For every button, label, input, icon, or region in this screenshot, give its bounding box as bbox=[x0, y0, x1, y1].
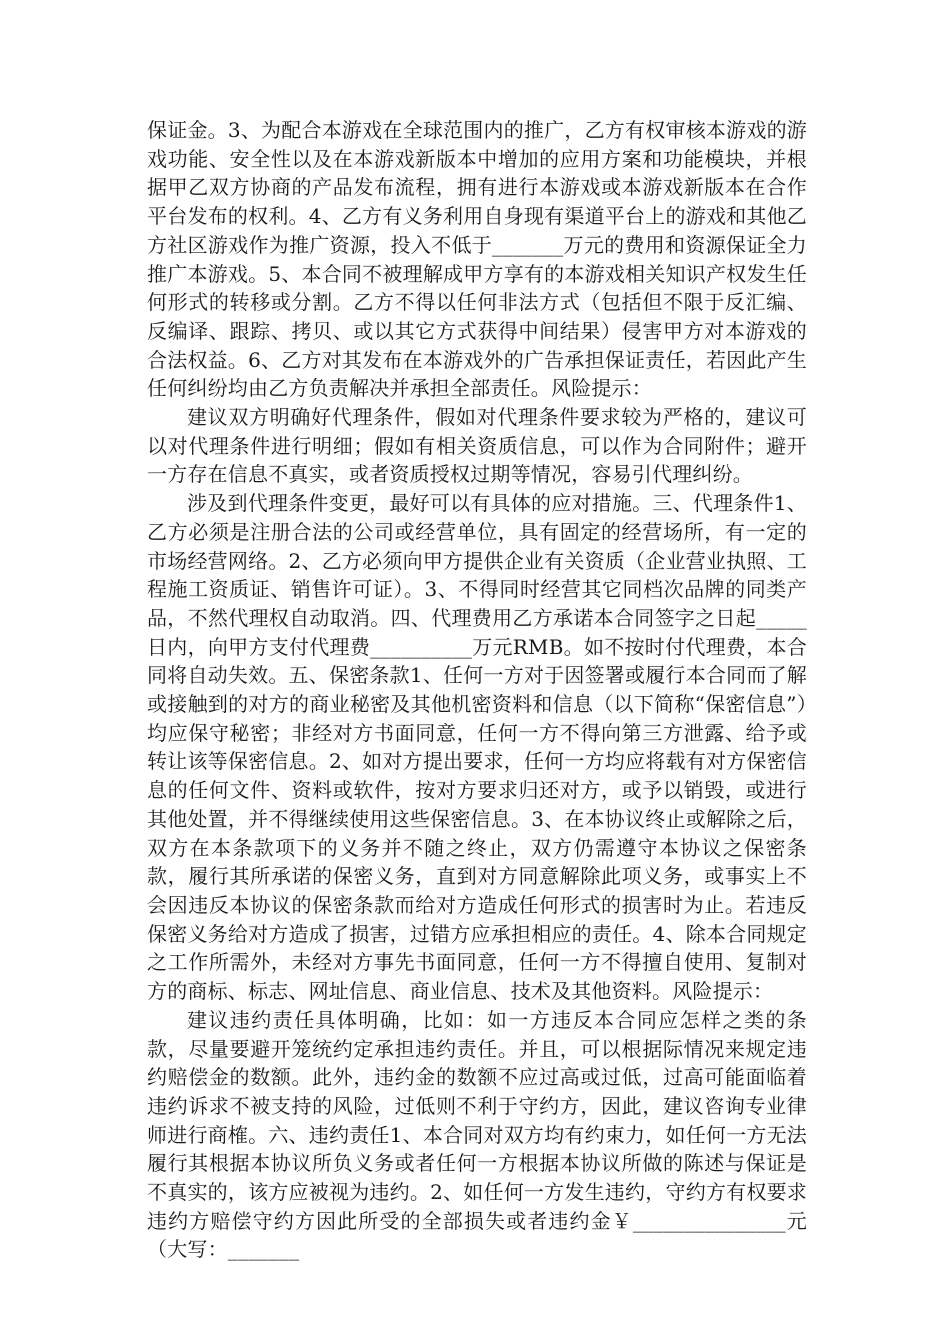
paragraph-4: 建议违约责任具体明确，比如：如一方违反本合同应怎样之类的条款，尽量要避开笼统约定承担违约责任。并且，可以根据际情况来规定违约赔偿金的数额。此外，违约金的数额不应过高或过低，过高可能面临着违约诉求不被支持的风险，过低则不利于守约方，因此，建议咨询专业律师进行商榷。六、违约责任1、本合同对双方均有约束力，如任何一方无法履行其根据本协议所负义务或者任何一方根据本协议所做的陈述与保证是不真实的，该方应被视为违约。2、如任何一方发生违约，守约方有权要求违约方赔偿守约方因此所受的全部损失或者违约金￥_______________元（大写：_______ bbox=[147, 1007, 807, 1262]
paragraph-1: 保证金。3、为配合本游戏在全球范围内的推广，乙方有权审核本游戏的游戏功能、安全性以及在本游戏新版本中增加的应用方案和功能模块，并根据甲乙双方协商的产品发布流程，拥有进行本游戏或本游戏新版本在合作平台发布的权利。4、乙方有义务利用自身现有渠道平台上的游戏和其他乙方社区游戏作为推广资源，投入不低于_______万元的费用和资源保证全力推广本游戏。5、本合同不被理解成甲方享有的本游戏相关知识产权发生任何形式的转移或分割。乙方不得以任何非法方式（包括但不限于反汇编、反编译、跟踪、拷贝、或以其它方式获得中间结果）侵害甲方对本游戏的合法权益。6、乙方对其发布在本游戏外的广告承担保证责任，若因此产生任何纠纷均由乙方负责解决并承担全部责任。风险提示： bbox=[147, 118, 807, 401]
document-page bbox=[147, 116, 807, 1264]
paragraph-3: 涉及到代理条件变更，最好可以有具体的应对措施。三、代理条件1、乙方必须是注册合法的公司或经营单位，具有固定的经营场所，有一定的市场经营网络。2、乙方必须向甲方提供企业有关资质（企业营业执照、工程施工资质证、销售许可证）。3、不得同时经营其它同档次品牌的同类产品，不然代理权自动取消。四、代理费用乙方承诺本合同签字之日起_____日内，向甲方支付代理费__________万元RMB。如不按时付代理费，本合同将自动失效。五、保密条款1、任何一方对于因签署或履行本合同而了解或接触到的对方的商业秘密及其他机密资料和信息（以下简称“保密信息”）均应保守秘密；非经对方书面同意，任何一方不得向第三方泄露、给予或转让该等保密信息。2、如对方提出要求，任何一方均应将载有对方保密信息的任何文件、资料或软件，按对方要求归还对方，或予以销毁，或进行其他处置，并不得继续使用这些保密信息。3、在本协议终止或解除之后，双方在本条款项下的义务并不随之终止，双方仍需遵守本协议之保密条款，履行其所承诺的保密义务，直到对方同意解除此项义务，或事实上不会因违反本协议的保密条款而给对方造成任何形式的损害时为止。若违反保密义务给对方造成了损害，过错方应承担相应的责任。4、除本合同规定之工作所需外，未经对方事先书面同意，任何一方不得擅自使用、复制对方的商标、标志、网址信息、商业信息、技术及其他资料。风险提示： bbox=[147, 491, 807, 1004]
paragraph-2: 建议双方明确好代理条件，假如对代理条件要求较为严格的，建议可以对代理条件进行明细；假如有相关资质信息，可以作为合同附件；避开一方存在信息不真实，或者资质授权过期等情况，容易引代理纠纷。 bbox=[147, 405, 807, 487]
